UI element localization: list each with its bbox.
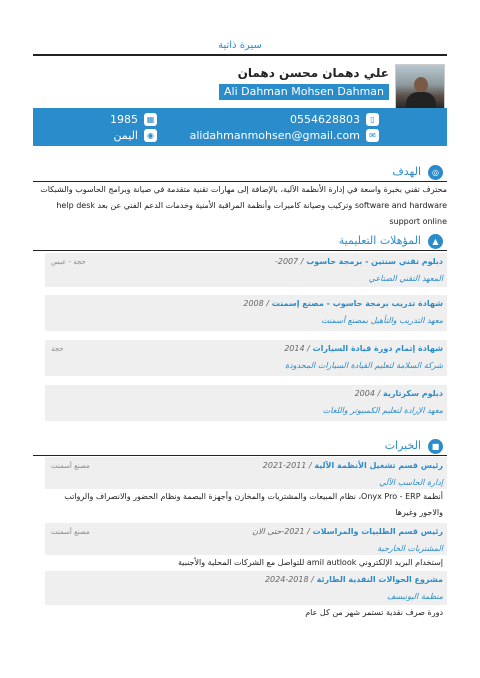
experience-org: إدارة الحاسب الآلي (379, 478, 443, 487)
objective-heading: الهدف (392, 165, 421, 178)
education-item (45, 253, 447, 287)
email-icon: ✉ (366, 129, 379, 142)
location-icon: ◉ (144, 129, 157, 142)
experience-title: مشروع الحوالات النقدية الطارئة (316, 575, 443, 584)
experience-item (45, 523, 447, 569)
calendar-icon: ▦ (144, 113, 157, 126)
experience-date: / 2011-2021 (262, 461, 312, 470)
experience-org: منظمة اليونيسف (387, 592, 443, 601)
experience-section-header (33, 437, 447, 457)
education-heading: المؤهلات التعليمية (338, 234, 421, 247)
education-item (45, 385, 447, 421)
experience-title: رئيس قسم الطلبيات والمراسلات (312, 527, 443, 536)
experience-org: المشتريات الخارجية (377, 544, 443, 553)
graduation-cap-icon: ▲ (428, 234, 443, 249)
experience-date: / 2021-حتى الان (252, 527, 310, 536)
experience-heading: الخبرات (384, 439, 421, 452)
briefcase-icon: ■ (428, 439, 443, 454)
contact-country (114, 129, 157, 142)
country-value: اليمن (113, 129, 138, 142)
profile-header (33, 62, 447, 110)
objective-text: محترف تقني بخبرة واسعة في إدارة الأنظمة الآلية، بالإضافة إلى مهارات تقنية متقدمة في صيانة وبرامج الحاسوب والشبكات software and hardware وتركيب وصيانة كاميرات وأنظمة المراقبة الأمنية وخدمات الدعم الفني عن بعد help desk support online (40, 185, 447, 226)
contact-birth-year (110, 113, 157, 126)
experience-location: مصنع أسمنت (51, 528, 90, 536)
experience-item (45, 457, 447, 519)
experience-title: رئيس قسم تشغيل الأنظمة الآلية (314, 461, 443, 470)
phone-icon: ▯ (366, 113, 379, 126)
name-arabic: علي دهمان محسن دهمان (237, 66, 389, 80)
education-title: شهادة تدريب برمجة حاسوب - مصنع إسمنت (271, 299, 443, 308)
education-item (45, 340, 447, 376)
education-org: شركة السلامة لتعليم القيادة السيارات المحدودة (284, 361, 443, 370)
education-date: / 2007- (274, 257, 304, 266)
experience-description: إستخدام البريد الإلكتروني amil autlook للتواصل مع الشركات المحلية والأجنبية (178, 558, 443, 567)
document-title: سيرة ذاتية (218, 40, 262, 51)
education-location: حجة (51, 345, 64, 353)
education-date: / 2008 (243, 299, 269, 308)
education-date: / 2014 (284, 344, 310, 353)
experience-description: دورة صرف نقدية تستمر شهر من كل عام (305, 608, 443, 617)
contact-bar (33, 108, 447, 146)
education-location: حجة - عبس (51, 258, 86, 266)
education-org: معهد الإرادة لتعليم الكمبيوتر واللغات (322, 406, 443, 415)
experience-description: أنظمة Onyx Pro - ERP، نظام المبيعات والمشتريات والمخازن وأجهزة البصمة ونظام الحضور والانصراف والرواتب والاجور وغيرها (64, 492, 443, 517)
experience-date: / 2018-2024 (264, 575, 314, 584)
objective-section-header (33, 163, 447, 183)
education-title: شهادة إتمام دورة قيادة السيارات (312, 344, 443, 353)
target-icon: ◎ (428, 165, 443, 180)
education-item (45, 295, 447, 331)
education-org: المعهد التقني الصناعي (368, 274, 443, 283)
phone-value: 0554628803 (290, 113, 360, 126)
education-title: دبلوم تقني سنتين - برمجة حاسوب (306, 257, 443, 266)
experience-item (45, 571, 447, 619)
education-date: / 2004 (354, 389, 381, 398)
email-value[interactable]: alidahmanmohsen@gmail.com (189, 129, 360, 142)
education-org: معهد التدريب والتأهيل بمصنع أسمنت (321, 316, 443, 325)
top-divider (33, 54, 447, 56)
experience-location: مصنع أسمنت (51, 462, 90, 470)
education-section-header (33, 232, 447, 252)
contact-email[interactable] (190, 129, 379, 142)
education-title: دبلوم سكرتارية (382, 389, 443, 398)
birth-year-value: 1985 (110, 113, 138, 126)
name-english: Ali Dahman Mohsen Dahman (219, 84, 389, 100)
contact-phone (290, 113, 379, 126)
